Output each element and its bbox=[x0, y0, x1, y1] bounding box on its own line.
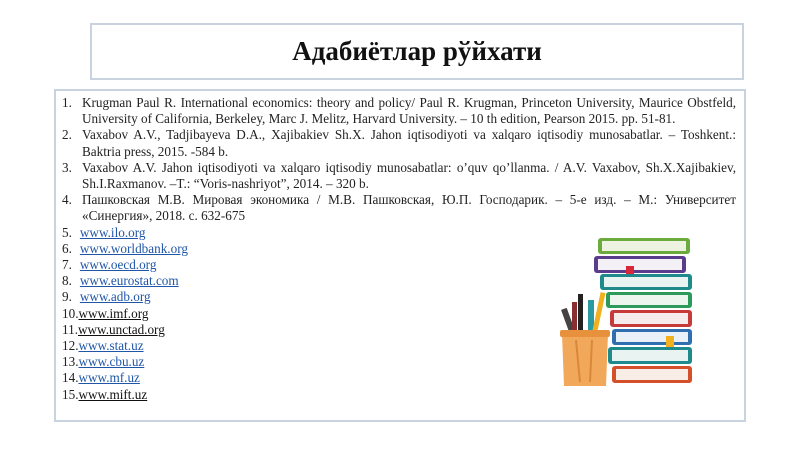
reference-text: Vaxabov A.V., Tadjibayeva D.A., Xajibakiev Sh.X. Jahon iqtisodiyoti va xalqaro iqtisodiy munosabatlar. – Toshkent.: Baktria press, 2015. -584 b. bbox=[82, 127, 736, 159]
link-worldbank[interactable]: www.worldbank.org bbox=[79, 240, 188, 256]
link-unctad[interactable]: www.unctad.org bbox=[78, 321, 165, 337]
link-adb[interactable]: www.adb.org bbox=[79, 289, 151, 305]
link-number: 14. bbox=[62, 370, 79, 386]
link-ilo[interactable]: www.ilo.org bbox=[79, 224, 146, 240]
link-stat[interactable]: www.stat.uz bbox=[78, 338, 144, 354]
link-number: 9. bbox=[62, 289, 72, 305]
reference-number: 1. bbox=[62, 95, 72, 110]
link-number: 7. bbox=[62, 257, 72, 273]
link-eurostat[interactable]: www.eurostat.com bbox=[79, 273, 179, 289]
reference-item bbox=[62, 192, 736, 224]
books-and-pencil-cup-icon bbox=[558, 236, 698, 388]
link-number: 8. bbox=[62, 273, 72, 289]
link-oecd[interactable]: www.oecd.org bbox=[79, 257, 157, 273]
slide-title: Адабиётлар рўйхати bbox=[292, 36, 542, 66]
link-number: 5. bbox=[62, 224, 72, 240]
link-number: 11. bbox=[62, 321, 78, 337]
link-number: 15. bbox=[62, 386, 79, 402]
link-number: 13. bbox=[62, 354, 79, 370]
link-imf[interactable]: www.imf.org bbox=[78, 305, 149, 321]
reference-item bbox=[62, 127, 736, 159]
link-mf[interactable]: www.mf.uz bbox=[78, 370, 140, 386]
link-number: 10. bbox=[62, 305, 79, 321]
link-number: 12. bbox=[62, 338, 79, 354]
reference-item bbox=[62, 95, 736, 127]
reference-text: Vaxabov A.V. Jahon iqtisodiyoti va xalqaro iqtisodiy munosabatlar: o’quv qo’llanma. / A.V. Vaxabov, Sh.X.Xajibakiev, Sh.I.Raxmanov. –T.: “Voris-nashriyot”, 2014. – 320 b. bbox=[82, 159, 736, 192]
link-item bbox=[62, 387, 736, 403]
title-box bbox=[90, 23, 744, 80]
link-mift[interactable]: www.mift.uz bbox=[78, 386, 148, 402]
reference-number: 4. bbox=[62, 192, 72, 208]
reference-text: Krugman Paul R. International economics: theory and policy/ Paul R. Krugman, Princeton University, Maurice Obstfeld, University of California, Berkeley, Marc J. Melitz, Harvard University. – 10 th edition, Pearson 2015. pp. 51-81. bbox=[82, 95, 736, 127]
link-cbu[interactable]: www.cbu.uz bbox=[78, 354, 145, 370]
reference-item bbox=[62, 160, 736, 192]
reference-number: 3. bbox=[62, 159, 72, 175]
reference-number: 2. bbox=[62, 127, 72, 143]
link-number: 6. bbox=[62, 240, 72, 256]
reference-text: Пашковская М.В. Мировая экономика / М.В. Пашковская, Ю.П. Господарик. – 5-е изд. – М.: Университет «Синергия», 2018. с. 632-675 bbox=[82, 192, 736, 224]
